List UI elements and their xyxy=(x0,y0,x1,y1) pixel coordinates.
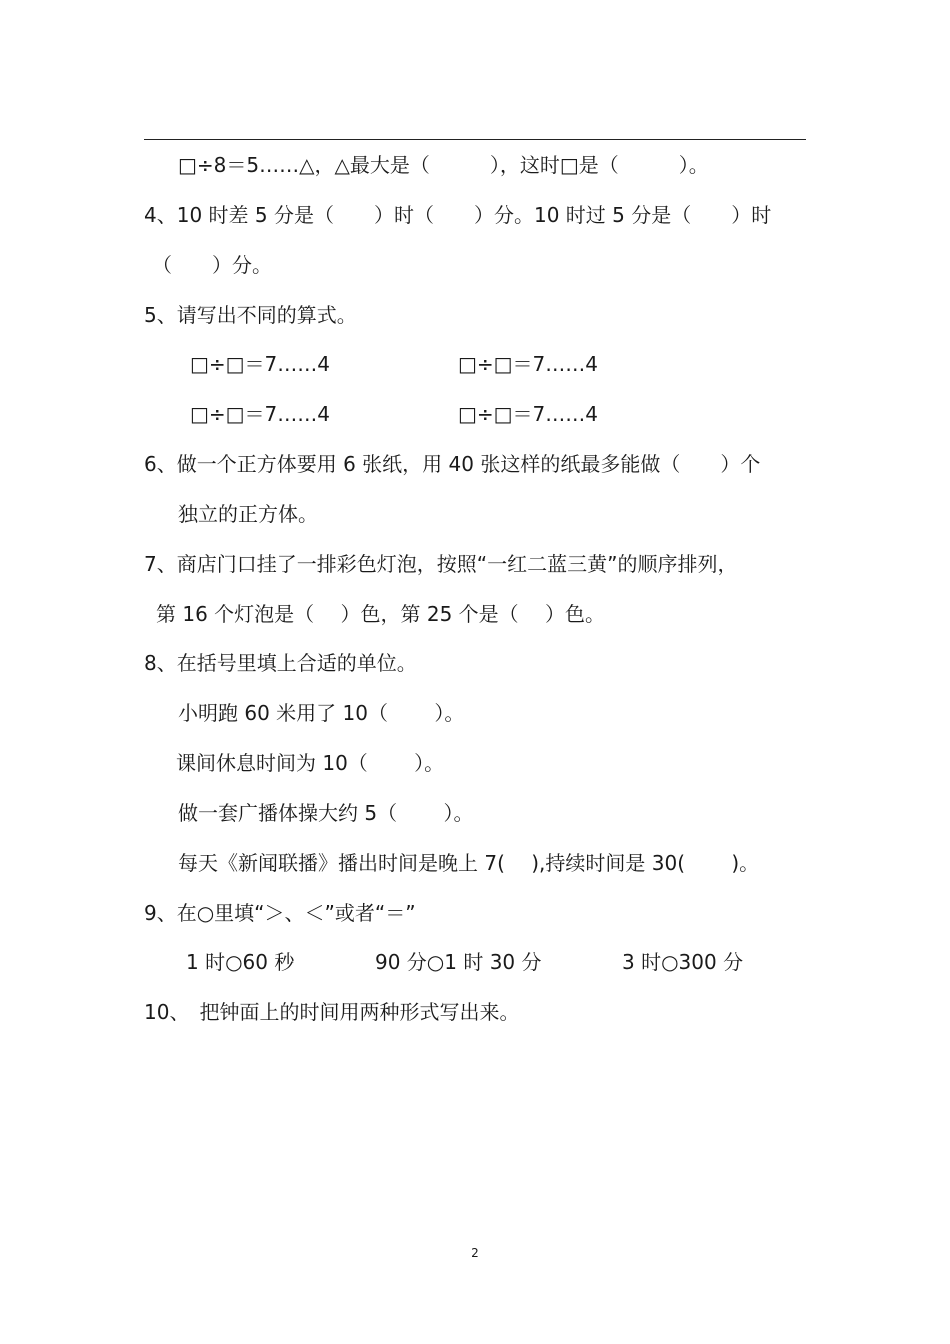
q5-equation-3: □÷□＝7……4 xyxy=(190,402,330,426)
page-number: 2 xyxy=(471,1246,479,1260)
q4-line1: 4、10 时差 5 分是（ ）时（ ）分。10 时过 5 分是（ ）时 xyxy=(144,203,772,227)
q6-line1: 6、做一个正方体要用 6 张纸，用 40 张这样的纸最多能做（ ）个 xyxy=(144,452,761,476)
q9-item-1: 1 时○60 秒 xyxy=(186,950,295,974)
q8-item-3: 做一套广播体操大约 5（ ）。 xyxy=(178,801,474,825)
q8-item-2: 课间休息时间为 10（ ）。 xyxy=(176,751,445,775)
q4-line2: （ ）分。 xyxy=(152,253,272,277)
q5-equation-2: □÷□＝7……4 xyxy=(458,352,598,376)
q9-item-2: 90 分○1 时 30 分 xyxy=(375,950,542,974)
q10: 10、 把钟面上的时间用两种形式写出来。 xyxy=(144,1000,520,1024)
q5-title: 5、请写出不同的算式。 xyxy=(144,303,357,327)
q8-item-1: 小明跑 60 米用了 10（ ）。 xyxy=(178,701,465,725)
q6-line2: 独立的正方体。 xyxy=(178,502,318,526)
q7-line1: 7、商店门口挂了一排彩色灯泡，按照“一红二蓝三黄”的顺序排列， xyxy=(144,552,738,576)
q5-equation-4: □÷□＝7……4 xyxy=(458,402,598,426)
q8-item-4: 每天《新闻联播》播出时间是晚上 7( ),持续时间是 30( )。 xyxy=(178,851,760,875)
q7-line2: 第 16 个灯泡是（ ）色，第 25 个是（ ）色。 xyxy=(156,602,606,626)
q3-continuation: □÷8＝5……△，△最大是（ ），这时□是（ ）。 xyxy=(178,153,709,177)
q8-title: 8、在括号里填上合适的单位。 xyxy=(144,651,417,675)
q9-title: 9、在○里填“＞、＜”或者“＝” xyxy=(144,901,416,925)
q5-equation-1: □÷□＝7……4 xyxy=(190,352,330,376)
header-rule xyxy=(144,139,806,140)
q9-item-3: 3 时○300 分 xyxy=(622,950,744,974)
